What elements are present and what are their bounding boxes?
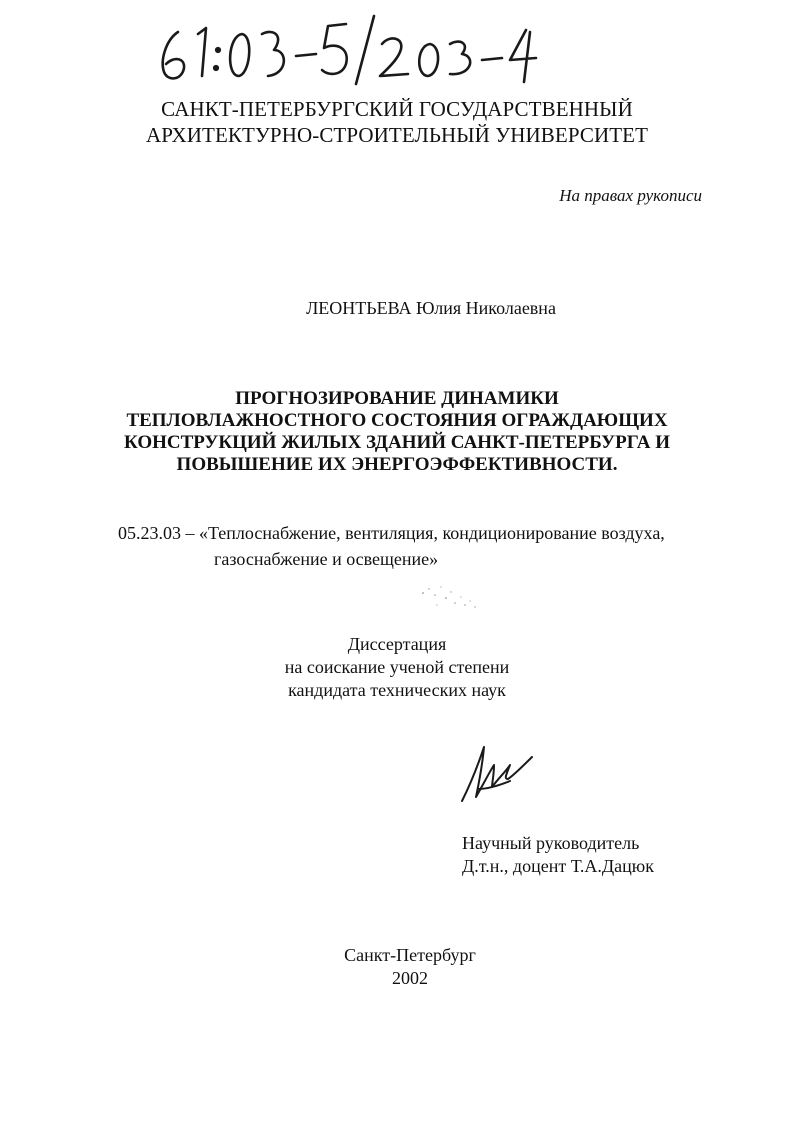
university-line-1: САНКТ-ПЕТЕРБУРГСКИЙ ГОСУДАРСТВЕННЫЙ — [161, 97, 633, 121]
title-line-2: ТЕПЛОВЛАЖНОСТНОГО СОСТОЯНИЯ ОГРАЖДАЮЩИХ — [126, 410, 668, 431]
specialty-line-2: газоснабжение и освещение» — [214, 549, 439, 569]
dissertation-line-1: Диссертация — [347, 634, 447, 654]
title-line-1: ПРОГНОЗИРОВАНИЕ ДИНАМИКИ — [235, 388, 559, 409]
title-line-3: КОНСТРУКЦИЙ ЖИЛЫХ ЗДАНИЙ САНКТ-ПЕТЕРБУРГА И — [124, 432, 670, 453]
handwritten-archive-number — [150, 10, 550, 90]
city: Санкт-Петербург — [344, 945, 476, 965]
dissertation-info — [0, 633, 794, 702]
rights-note: На правах рукописи — [559, 186, 702, 205]
supervisor-name: Д.т.н., доцент Т.А.Дацюк — [462, 856, 654, 876]
dissertation-line-2: на соискание ученой степени — [284, 657, 510, 677]
specialty-line-1: 05.23.03 – «Теплоснабжение, вентиляция, кондиционирование воздуха, — [118, 523, 665, 543]
dissertation-line-3: кандидата технических наук — [288, 680, 506, 700]
scan-speckle — [415, 583, 485, 615]
signature — [448, 735, 538, 815]
city-year-block — [0, 944, 794, 990]
title-line-4: ПОВЫШЕНИЕ ИХ ЭНЕРГОЭФФЕКТИВНОСТИ. — [176, 454, 618, 475]
year: 2002 — [392, 968, 428, 988]
author-name: ЛЕОНТЬЕВА Юлия Николаевна — [306, 298, 556, 318]
university-name — [0, 96, 794, 148]
supervisor-role: Научный руководитель — [462, 833, 640, 853]
university-line-2: АРХИТЕКТУРНО-СТРОИТЕЛЬНЫЙ УНИВЕРСИТЕТ — [145, 123, 649, 147]
supervisor-block — [462, 832, 654, 878]
dissertation-title — [0, 388, 794, 476]
